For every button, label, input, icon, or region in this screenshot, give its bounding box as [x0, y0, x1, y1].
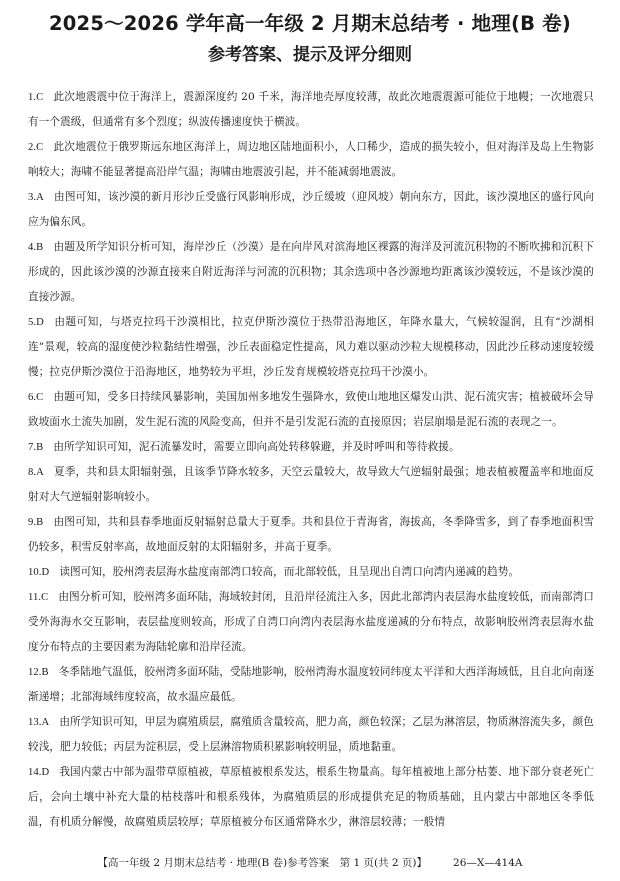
answer-choice: B: [36, 442, 44, 453]
answer-choice: A: [41, 717, 50, 728]
answer-explanation: 由图可知，该沙漠的新月形沙丘受盛行风影响形成，沙丘缓坡（迎风坡）朝向东方，因此，该沙漠地区的盛行风向应为偏东风。: [28, 191, 594, 228]
answer-number: 5.: [28, 317, 37, 328]
answer-explanation: 由所学知识可知，泥石流暴发时，需要立即向高处转移躲避，并及时呼叫和等待救援。: [53, 441, 460, 453]
answer-choice: A: [36, 467, 44, 478]
answer-number: 2.: [28, 142, 37, 153]
answer-number: 3.: [28, 192, 37, 203]
answer-item: [28, 235, 594, 310]
answer-item: [28, 460, 594, 510]
answer-explanation: 由题及所学知识分析可知，海岸沙丘（沙漠）是在向岸风对滨海地区裸露的海洋及河流沉积物的不断吹拂和沉积下形成的，因此该沙漠的沙源直接来自附近海洋与河流的沉积物；其余选项中各沙源地均距离该沙漠较远，不是该沙漠的直接沙源。: [28, 241, 594, 303]
answer-explanation: 由题可知，与塔克拉玛干沙漠相比，拉克伊斯沙漠位于热带沿海地区，年降水量大，气候较湿润，且有“沙湖相连”景观，较高的湿度使沙粒黏结性增强，沙丘表面稳定性提高，风力难以驱动沙粒大规模移动，因此沙丘移动速度较缓慢；拉克伊斯沙漠位于沿海地区，地势较为平坦，沙丘发育规模较塔克拉玛干沙漠小。: [28, 316, 594, 378]
answer-item: [28, 510, 594, 560]
answer-explanation: 冬季陆地气温低，胶州湾多面环陆，受陆地影响，胶州湾海水温度较同纬度太平洋和大西洋海域低，且自北向南逐渐递增；北部海域纬度较高，故水温应最低。: [28, 666, 594, 703]
answer-item: [28, 560, 594, 585]
answer-choice: D: [41, 767, 50, 778]
document-subtitle: 参考答案、提示及评分细则: [208, 45, 412, 65]
answer-explanation: 夏季，共和县太阳辐射强，且该季节降水较多，天空云量较大，故导致大气逆辐射最强；地表植被覆盖率和地面反射对大气逆辐射影响较小。: [28, 466, 594, 503]
answer-choice: A: [36, 192, 44, 203]
answer-number: 11.: [28, 592, 42, 603]
answer-choice: C: [36, 92, 44, 103]
answer-number: 4.: [28, 242, 37, 253]
answer-number: 7.: [28, 442, 37, 453]
answer-item: [28, 760, 594, 835]
answer-explanation: 我国内蒙古中部为温带草原植被，草原植被根系发达，根系生物量高。每年植被地上部分枯萎、地下部分衰老死亡后，会向土壤中补充大量的枯枝落叶和根系残体，为腐殖质层的形成提供充足的物质基础，且内蒙古中部地区冬季低温，有机质分解慢，故腐殖质层较厚；草原植被分布区通常降水少，淋溶层较薄；一般情: [28, 766, 594, 828]
page-footer: [0, 855, 620, 870]
answer-explanation: 由图分析可知，胶州湾多面环陆，海域较封闭，且沿岸径流注入多，因此北部湾内表层海水盐度较低，而南部湾口受外海海水交互影响，表层盐度则较高，形成了自湾口向湾内表层海水盐度递减的分布特点，故影响胶州湾表层海水盐度分布特点的主要因素为海陆轮廓和沿岸径流。: [28, 591, 594, 653]
answer-choice: B: [41, 667, 49, 678]
answer-item: [28, 135, 594, 185]
answer-explanation: 由所学知识可知，甲层为腐殖质层，腐殖质含量较高，肥力高，颜色较深；乙层为淋溶层，物质淋溶流失多，颜色较浅，肥力较低；丙层为淀积层，受上层淋溶物质积累影响较明显，质地黏重。: [28, 716, 594, 753]
answer-number: 1.: [28, 92, 37, 103]
answer-explanation: 此次地震位于俄罗斯远东地区海洋上，周边地区陆地面积小，人口稀少，造成的损失较小，但对海洋及岛上生物影响较大；海啸不能显著提高沿岸气温；海啸由地震波引起，并不能减弱地震波。: [28, 141, 594, 178]
footer-text: 【高一年级 2 月期末总结考 · 地理(B 卷)参考答案 第 1 页(共 2 页)】: [97, 857, 428, 869]
answer-item: [28, 585, 594, 660]
answer-explanation: 由图可知，共和县春季地面反射辐射总量大于夏季。共和县位于青海省，海拔高，冬季降雪多，到了春季地面积雪仍较多，积雪反射率高，故地面反射的太阳辐射多，并高于夏季。: [28, 516, 594, 553]
document-title: 2025～2026 学年高一年级 2 月期末总结考 · 地理(B 卷): [49, 12, 571, 35]
answer-item: [28, 185, 594, 235]
answer-item: [28, 660, 594, 710]
answer-choice: D: [36, 317, 44, 328]
answer-number: 12.: [28, 667, 42, 678]
answer-choice: C: [36, 142, 44, 153]
answer-choice: B: [36, 517, 44, 528]
answer-number: 9.: [28, 517, 37, 528]
answer-item: [28, 310, 594, 385]
answer-explanation: 读图可知，胶州湾表层海水盐度南部湾口较高，而北部较低，且呈现出自湾口向湾内递减的趋势。: [59, 566, 520, 578]
answer-explanation: 此次地震震中位于海洋上，震源深度约 20 千米，海洋地壳厚度较薄，故此次地震震源可能位于地幔；一次地震只有一个震级，但通常有多个烈度；纵波传播速度快于横波。: [28, 91, 594, 128]
answer-choice: B: [36, 242, 44, 253]
answer-number: 14.: [28, 767, 42, 778]
answer-number: 8.: [28, 467, 37, 478]
answer-choice: D: [41, 567, 50, 578]
answer-item: [28, 710, 594, 760]
answer-list: [28, 85, 594, 835]
answer-item: [28, 85, 594, 135]
answer-number: 6.: [28, 392, 37, 403]
answer-item: [28, 435, 594, 460]
footer-code: 26—X—414A: [453, 857, 523, 869]
answer-choice: C: [41, 592, 49, 603]
answer-number: 13.: [28, 717, 42, 728]
answer-item: [28, 385, 594, 435]
answer-choice: C: [36, 392, 44, 403]
answer-number: 10.: [28, 567, 42, 578]
answer-explanation: 由题可知，受多日持续风暴影响，美国加州多地发生强降水，致使山地地区爆发山洪、泥石流灾害；植被破坏会导致坡面水土流失加剧，发生泥石流的风险变高，但并不是引发泥石流的直接原因；岩层崩塌是泥石流的表现之一。: [28, 391, 594, 428]
